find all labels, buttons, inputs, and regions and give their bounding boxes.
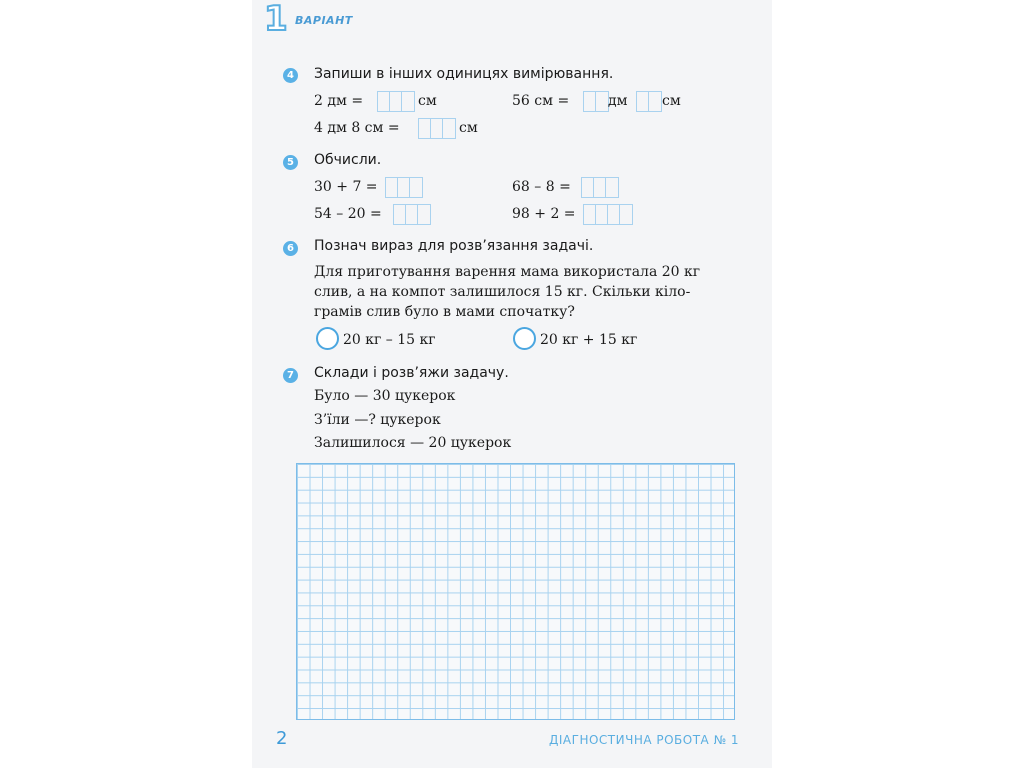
task-4b-unit-dm: дм — [608, 93, 628, 109]
task-4c-unit: см — [459, 120, 478, 136]
footer-title: ДІАГНОСТИЧНА РОБОТА № 1 — [549, 733, 740, 747]
task-5-answer-box-4[interactable] — [583, 204, 633, 225]
task-4b-answer-box-cm[interactable] — [636, 91, 662, 112]
task-5-answer-box-1[interactable] — [385, 177, 423, 198]
task-5-title: Обчисли. — [314, 152, 382, 168]
task-7-line-1: Було — 30 цукерок — [314, 388, 456, 404]
task-6-option-1-label: 20 кг – 15 кг — [343, 332, 436, 348]
task-6-badge: 6 — [283, 241, 298, 256]
task-4c-expression: 4 дм 8 см = — [314, 120, 400, 136]
task-5-badge: 5 — [283, 155, 298, 170]
task-7-title: Склади і розв’яжи задачу. — [314, 365, 509, 381]
task-6-option-2-label: 20 кг + 15 кг — [540, 332, 638, 348]
task-6-problem-line-3: грамів слив було в мами спочатку? — [314, 304, 575, 320]
task-4b-answer-box-dm[interactable] — [583, 91, 609, 112]
task-5-expr-4: 98 + 2 = — [512, 206, 576, 222]
task-4b-expression: 56 см = — [512, 93, 570, 109]
task-6-title: Познач вираз для розв’язання задачі. — [314, 238, 594, 254]
task-4c-answer-box[interactable] — [418, 118, 456, 139]
task-6-option-1-circle[interactable] — [316, 327, 339, 350]
task-5-answer-box-2[interactable] — [581, 177, 619, 198]
task-5-expr-2: 68 – 8 = — [512, 179, 571, 195]
task-4-title: Запиши в інших одиницях вимірювання. — [314, 66, 614, 82]
task-7-badge: 7 — [283, 368, 298, 383]
task-4-badge: 4 — [283, 68, 298, 83]
task-6-problem-line-2: слив, а на компот залишилося 15 кг. Скільки кіло- — [314, 284, 691, 300]
task-5-expr-3: 54 – 20 = — [314, 206, 382, 222]
variant-number: 1 — [264, 0, 288, 39]
task-4b-unit-cm: см — [662, 93, 681, 109]
task-5-expr-1: 30 + 7 = — [314, 179, 378, 195]
task-4a-expression: 2 дм = — [314, 93, 364, 109]
task-7-line-2: З’їли —? цукерок — [314, 412, 441, 428]
answer-grid[interactable] — [296, 463, 735, 720]
task-6-problem-line-1: Для приготування варення мама використала 20 кг — [314, 264, 701, 280]
task-6-option-2-circle[interactable] — [513, 327, 536, 350]
task-4a-unit: см — [418, 93, 437, 109]
task-5-answer-box-3[interactable] — [393, 204, 431, 225]
variant-label: ВАРІАНТ — [295, 14, 353, 27]
task-7-line-3: Залишилося — 20 цукерок — [314, 435, 512, 451]
task-4a-answer-box[interactable] — [377, 91, 415, 112]
page-number: 2 — [276, 728, 288, 749]
